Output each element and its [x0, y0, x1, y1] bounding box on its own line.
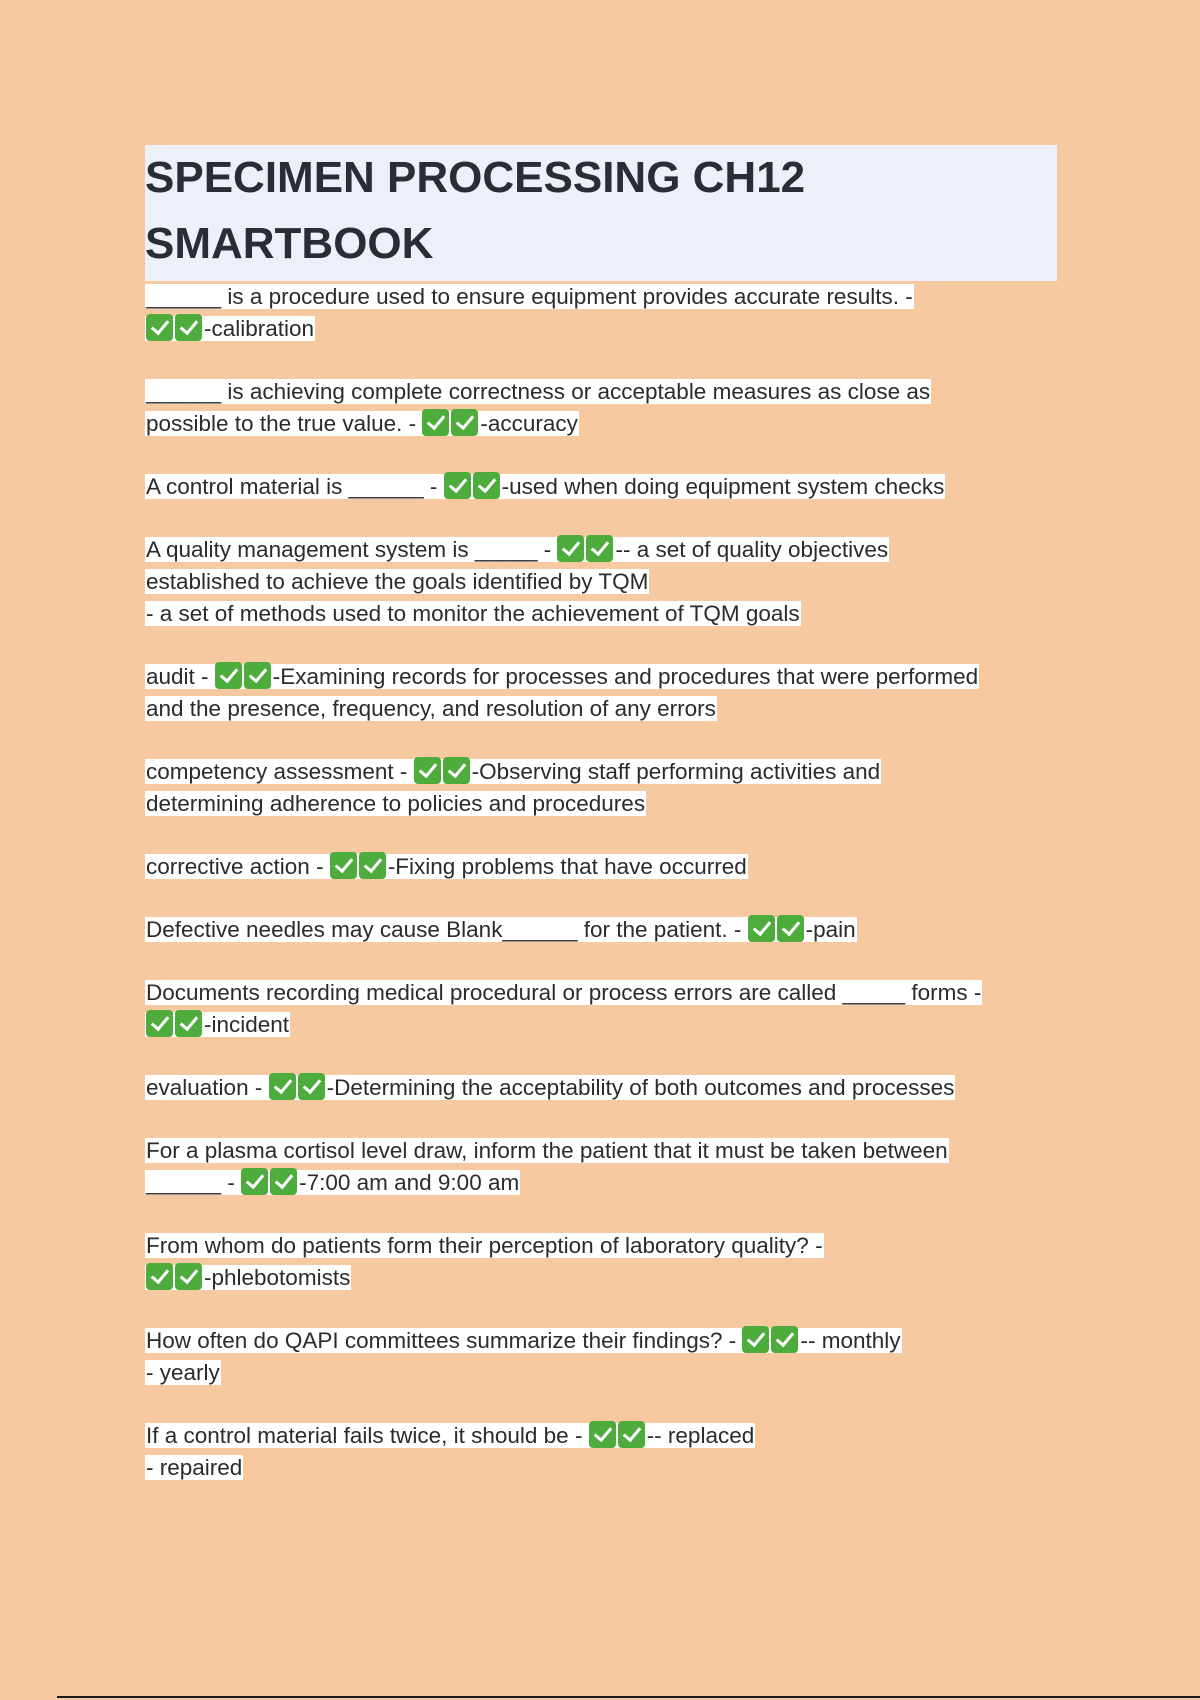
document-title: SPECIMEN PROCESSING CH12 SMARTBOOK [145, 145, 1057, 281]
check-mark-icon [298, 1073, 325, 1100]
flashcard-line [145, 1420, 1060, 1452]
flashcard-entry [145, 914, 1060, 946]
highlighted-text [145, 284, 914, 309]
check-mark-icon [270, 1168, 297, 1195]
highlighted-text [145, 759, 881, 784]
flashcard-line [145, 977, 1060, 1009]
flashcard-line [145, 1009, 1060, 1041]
answer-text: -pain [805, 917, 856, 942]
check-mark-icon [175, 1263, 202, 1290]
flashcard-line [145, 566, 1060, 598]
highlighted-text [145, 537, 889, 562]
check-mark-icon [359, 852, 386, 879]
check-mark-icon [422, 409, 449, 436]
check-mark-icon [241, 1168, 268, 1195]
answer-text: -phlebotomists [204, 1265, 351, 1290]
answer-text: -accuracy [480, 411, 578, 436]
line-text: ______ is achieving complete correctness or acceptable measures as close as [146, 379, 931, 404]
line-text: audit - [146, 664, 215, 689]
check-mark-icon [589, 1421, 616, 1448]
flashcard-entry [145, 281, 1060, 345]
flashcard-line [145, 1167, 1060, 1199]
line-text: ______ is a procedure used to ensure equipment provides accurate results. - [146, 284, 913, 309]
flashcard-line [145, 534, 1060, 566]
highlighted-text [145, 980, 982, 1005]
check-mark-icon [175, 314, 202, 341]
check-mark-icon [215, 662, 242, 689]
highlighted-text [145, 379, 931, 404]
flashcard-line [145, 1325, 1060, 1357]
flashcard-entry [145, 471, 1060, 503]
highlighted-text [145, 1265, 351, 1290]
line-text: Defective needles may cause Blank______ for the patient. - [146, 917, 748, 942]
flashcard-entry [145, 1135, 1060, 1199]
bottom-divider [57, 1696, 1200, 1698]
flashcard-line [145, 408, 1060, 440]
check-mark-icon [473, 472, 500, 499]
answer-text: -Examining records for processes and procedures that were performed [272, 664, 979, 689]
answer-text: -incident [204, 1012, 290, 1037]
answer-text: -7:00 am and 9:00 am [299, 1170, 520, 1195]
line-text: From whom do patients form their perception of laboratory quality? - [146, 1233, 823, 1258]
flashcard-entry [145, 376, 1060, 440]
highlighted-text [145, 1328, 902, 1353]
line-text: If a control material fails twice, it should be - [146, 1423, 589, 1448]
line-text: A quality management system is _____ - [146, 537, 558, 562]
flashcard-line [145, 376, 1060, 408]
highlighted-text [145, 411, 579, 436]
check-mark-icon [146, 1010, 173, 1037]
flashcard-entry [145, 1072, 1060, 1104]
flashcard-line [145, 1135, 1060, 1167]
flashcard-line [145, 471, 1060, 503]
check-mark-icon [742, 1326, 769, 1353]
highlighted-text [145, 1012, 290, 1037]
check-mark-icon [269, 1073, 296, 1100]
check-mark-icon [330, 852, 357, 879]
line-text: - yearly [146, 1360, 220, 1385]
answer-text: -used when doing equipment system checks [501, 474, 945, 499]
line-text: For a plasma cortisol level draw, inform the patient that it must be taken between [146, 1138, 948, 1163]
line-text: evaluation - [146, 1075, 269, 1100]
check-mark-icon [748, 915, 775, 942]
flashcard-entry [145, 1230, 1060, 1294]
flashcard-line [145, 788, 1060, 820]
highlighted-text [145, 1138, 949, 1163]
flashcard-line [145, 1262, 1060, 1294]
flashcard-line [145, 693, 1060, 725]
flashcard-line [145, 1072, 1060, 1104]
check-mark-icon [414, 757, 441, 784]
flashcard-list [145, 281, 1060, 1484]
flashcard-line [145, 851, 1060, 883]
highlighted-text [145, 474, 945, 499]
line-text: determining adherence to policies and procedures [146, 791, 646, 816]
highlighted-text [145, 917, 857, 942]
flashcard-line [145, 661, 1060, 693]
check-mark-icon [146, 314, 173, 341]
flashcard-entry [145, 977, 1060, 1041]
highlighted-text [145, 1423, 755, 1448]
flashcard-entry [145, 851, 1060, 883]
check-mark-icon [175, 1010, 202, 1037]
line-text: How often do QAPI committees summarize their findings? - [146, 1328, 743, 1353]
answer-text: -calibration [204, 316, 315, 341]
highlighted-text [145, 664, 979, 689]
line-text: and the presence, frequency, and resolution of any errors [146, 696, 716, 721]
check-mark-icon [777, 915, 804, 942]
answer-text: -Determining the acceptability of both outcomes and processes [326, 1075, 955, 1100]
flashcard-line [145, 281, 1060, 313]
line-text: Documents recording medical procedural or process errors are called _____ forms - [146, 980, 982, 1005]
answer-text: -Observing staff performing activities and [471, 759, 881, 784]
line-text: - repaired [146, 1455, 243, 1480]
check-mark-icon [444, 472, 471, 499]
flashcard-line [145, 1230, 1060, 1262]
answer-text: -Fixing problems that have occurred [387, 854, 747, 879]
flashcard-entry [145, 661, 1060, 725]
line-text: A control material is ______ - [146, 474, 444, 499]
answer-text: -- replaced [646, 1423, 755, 1448]
flashcard-entry [145, 756, 1060, 820]
flashcard-line [145, 598, 1060, 630]
answer-text: -- monthly [800, 1328, 901, 1353]
highlighted-text [145, 791, 646, 816]
line-text: ______ - [146, 1170, 242, 1195]
check-mark-icon [146, 1263, 173, 1290]
check-mark-icon [771, 1326, 798, 1353]
highlighted-text [145, 1170, 520, 1195]
highlighted-text [145, 569, 649, 594]
highlighted-text [145, 854, 748, 879]
highlighted-text [145, 316, 315, 341]
highlighted-text [145, 1075, 955, 1100]
flashcard-entry [145, 1325, 1060, 1389]
flashcard-entry [145, 534, 1060, 630]
check-mark-icon [443, 757, 470, 784]
document-page [145, 145, 1060, 1515]
check-mark-icon [586, 535, 613, 562]
flashcard-entry [145, 1420, 1060, 1484]
highlighted-text [145, 1233, 824, 1258]
flashcard-line [145, 914, 1060, 946]
line-text: established to achieve the goals identified by TQM [146, 569, 649, 594]
check-mark-icon [451, 409, 478, 436]
check-mark-icon [557, 535, 584, 562]
line-text: possible to the true value. - [146, 411, 423, 436]
highlighted-text [145, 1360, 221, 1385]
check-mark-icon [244, 662, 271, 689]
line-text: competency assessment - [146, 759, 414, 784]
answer-text: -- a set of quality objectives [615, 537, 889, 562]
line-text: corrective action - [146, 854, 330, 879]
flashcard-line [145, 313, 1060, 345]
flashcard-line [145, 1357, 1060, 1389]
flashcard-line [145, 1452, 1060, 1484]
flashcard-line [145, 756, 1060, 788]
highlighted-text [145, 601, 801, 626]
check-mark-icon [618, 1421, 645, 1448]
highlighted-text [145, 1455, 243, 1480]
highlighted-text [145, 696, 717, 721]
line-text: - a set of methods used to monitor the achievement of TQM goals [146, 601, 800, 626]
